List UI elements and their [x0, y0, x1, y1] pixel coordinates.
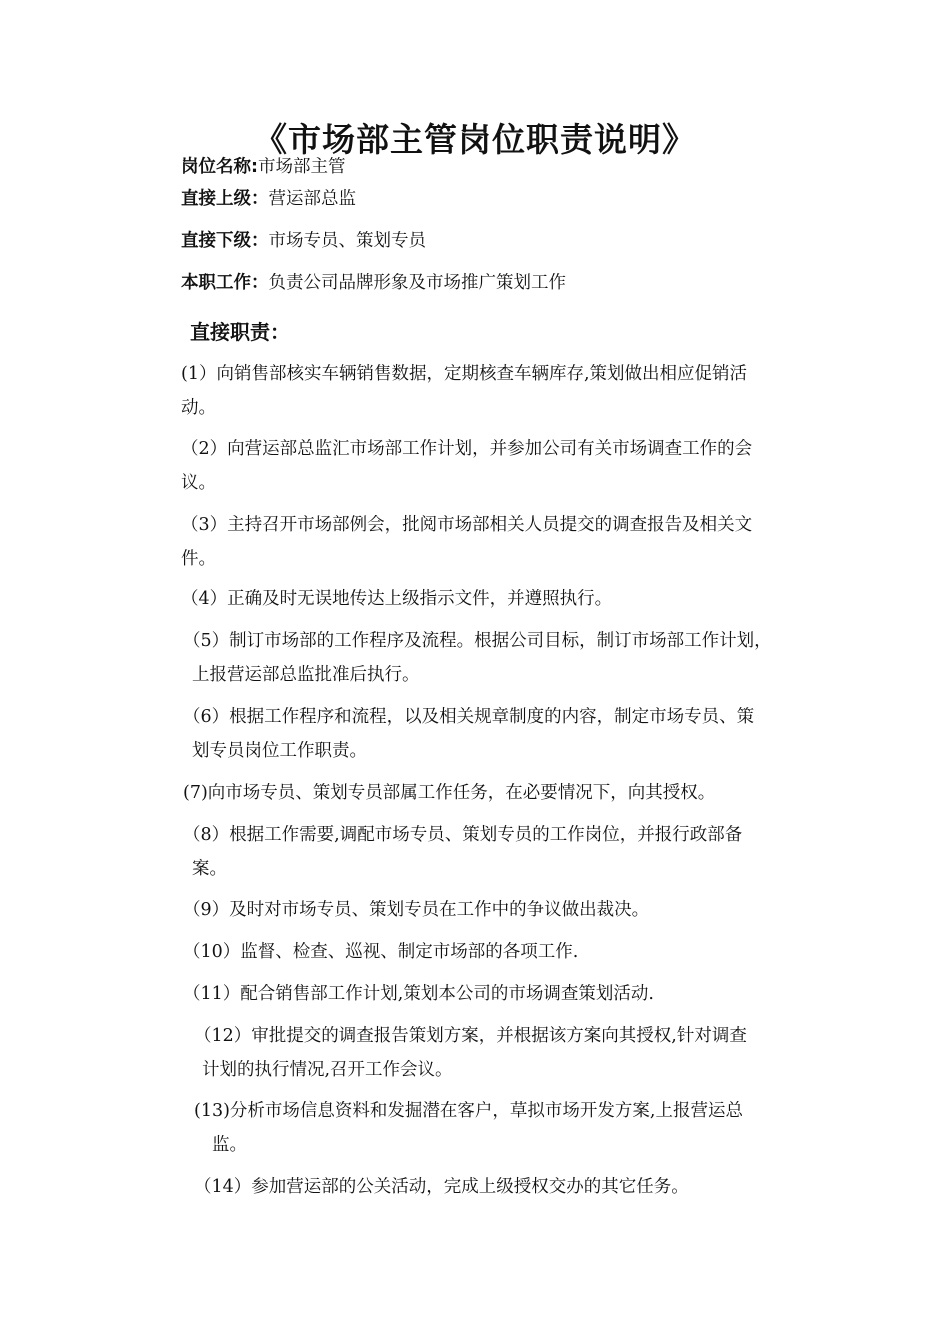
duty-line-cont: 上报营运部总监批准后执行。 — [192, 665, 420, 685]
duty-item — [183, 935, 578, 969]
duty-line-cont: 计划的执行情况,召开工作会议。 — [202, 1060, 453, 1080]
field-value: 市场专员、策划专员 — [268, 231, 426, 251]
duty-item — [183, 776, 715, 810]
main-work-field — [181, 271, 566, 295]
duty-line: （9）及时对市场专员、策划专员在工作中的争议做出裁决。 — [183, 900, 650, 920]
duty-item — [183, 624, 772, 692]
duty-item — [181, 582, 612, 616]
duty-line: （2）向营运部总监汇市场部工作计划，并参加公司有关市场调查工作的会 — [181, 439, 753, 459]
field-value: 营运部总监 — [268, 189, 356, 209]
duty-line: （6）根据工作程序和流程，以及相关规章制度的内容，制定市场专员、策 — [183, 707, 755, 727]
direct-superior-field — [181, 187, 356, 211]
duty-line-cont: 件。 — [181, 549, 216, 569]
duty-line: （10）监督、检查、巡视、制定市场部的各项工作. — [183, 942, 579, 962]
field-label: 直接下级： — [181, 231, 269, 251]
duty-line-cont: 划专员岗位工作职责。 — [192, 741, 367, 761]
duty-item — [183, 893, 649, 927]
duty-line-cont: 动。 — [181, 398, 216, 418]
duty-item — [183, 818, 742, 886]
field-label: 直接上级： — [181, 189, 269, 209]
duty-line: （3）主持召开市场部例会，批阅市场部相关人员提交的调查报告及相关文 — [181, 515, 753, 535]
duty-item — [194, 1094, 743, 1162]
field-value: 负责公司品牌形象及市场推广策划工作 — [268, 273, 566, 293]
duties-heading: 直接职责： — [190, 320, 290, 344]
field-label: 岗位名称: — [181, 157, 258, 177]
duty-item — [194, 1019, 747, 1087]
position-name-field — [181, 155, 346, 179]
duty-line: (7)向市场专员、策划专员部属工作任务，在必要情况下，向其授权。 — [183, 783, 716, 803]
duty-item — [183, 700, 754, 768]
duty-line-cont: 议。 — [181, 473, 216, 493]
direct-subordinate-field — [181, 229, 426, 253]
duty-line: （4）正确及时无误地传达上级指示文件，并遵照执行。 — [181, 589, 613, 609]
duty-item — [183, 977, 654, 1011]
duty-line: （14）参加营运部的公关活动，完成上级授权交办的其它任务。 — [194, 1177, 689, 1197]
document-title: 《市场部主管岗位职责说明》 — [254, 120, 696, 159]
duty-line: （5）制订市场部的工作程序及流程。根据公司目标，制订市场部工作计划， — [183, 631, 772, 651]
duty-line: （12）审批提交的调查报告策划方案，并根据该方案向其授权,针对调查 — [194, 1026, 747, 1046]
field-label: 本职工作： — [181, 273, 269, 293]
duty-line: (1）向销售部核实车辆销售数据，定期核查车辆库存,策划做出相应促销活 — [181, 364, 748, 384]
duty-line: (13)分析市场信息资料和发掘潜在客户，草拟市场开发方案,上报营运总 — [194, 1101, 743, 1121]
duty-line-cont: 监。 — [212, 1135, 247, 1155]
duty-line-cont: 案。 — [192, 859, 227, 879]
duty-line: （8）根据工作需要,调配市场专员、策划专员的工作岗位，并报行政部备 — [183, 825, 743, 845]
duty-item — [181, 508, 752, 576]
duty-line: （11）配合销售部工作计划,策划本公司的市场调查策划活动. — [183, 984, 654, 1004]
duty-item — [194, 1170, 689, 1204]
duty-item — [181, 357, 747, 425]
duty-item — [181, 432, 752, 500]
field-value: 市场部主管 — [258, 157, 346, 177]
